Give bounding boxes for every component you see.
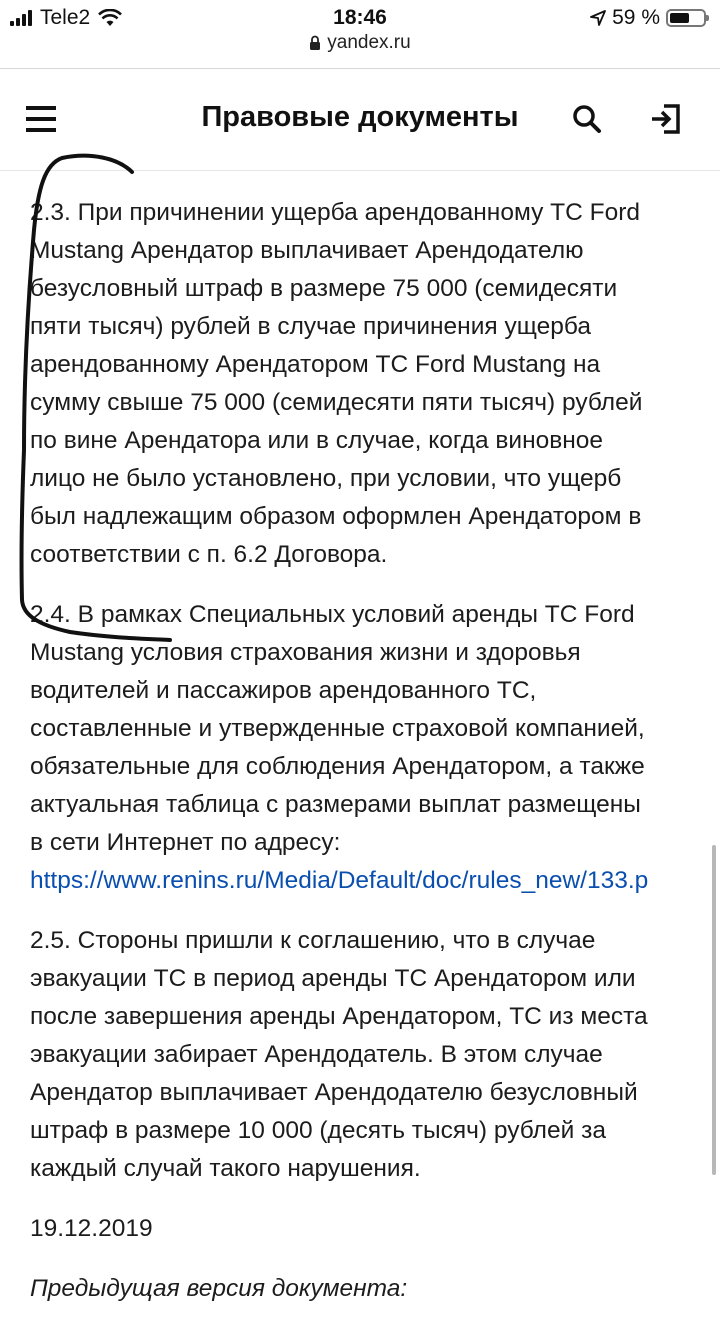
text-line: каждый случай такого нарушения. [30, 1155, 421, 1182]
text-line: по вине Арендатора или в случае, когда виновное [30, 427, 604, 454]
text-line: Арендатор выплачивает Арендодателю безусловный [30, 1079, 638, 1106]
clause-2-4 [30, 596, 720, 900]
text-line: составленные и утвержденные страховой компанией, [30, 715, 645, 742]
text-line: 2.3. При причинении ущерба арендованному ТС Ford [30, 199, 640, 226]
text-line: после завершения аренды Арендатором, ТС из места [30, 1003, 648, 1030]
text-line: был надлежащим образом оформлен Арендатором в [30, 503, 642, 530]
text-line: обязательные для соблюдения Арендатором, а также [30, 753, 645, 780]
text-line: актуальная таблица с размерами выплат размещены [30, 791, 641, 818]
battery-icon [666, 9, 706, 27]
page-title: Правовые документы [201, 101, 519, 133]
lock-icon [309, 35, 321, 51]
search-icon[interactable] [570, 102, 604, 136]
text-line: арендованному Арендатором ТС Ford Mustang на [30, 351, 601, 378]
carrier-name: Tele2 [40, 6, 91, 29]
status-right [590, 6, 706, 30]
text-line: лицо не было установлено, при условии, что ущерб [30, 465, 622, 492]
battery-percent: 59 % [612, 6, 660, 29]
text-line: Mustang условия страхования жизни и здоровья [30, 639, 581, 666]
text-line: водителей и пассажиров арендованного ТС, [30, 677, 537, 704]
url-domain: yandex.ru [327, 32, 411, 53]
document-date: 19.12.2019 [30, 1215, 153, 1242]
text-line: в сети Интернет по адресу: [30, 829, 341, 856]
text-line: 2.5. Стороны пришли к соглашению, что в случае [30, 927, 596, 954]
previous-version-link[interactable]: Предыдущая версия документа: [30, 1275, 408, 1302]
text-line: безусловный штраф в размере 75 000 (семидесяти [30, 275, 618, 302]
status-time: 18:46 [333, 6, 387, 29]
text-line: штраф в размере 10 000 (десять тысяч) рублей за [30, 1117, 606, 1144]
login-icon[interactable] [648, 102, 682, 136]
status-bar [0, 0, 720, 34]
clause-2-3 [30, 194, 720, 574]
text-line: эвакуации забирает Арендодатель. В этом случае [30, 1041, 603, 1068]
text-line: сумму свыше 75 000 (семидесяти пяти тысяч) рублей [30, 389, 643, 416]
page-header [0, 70, 720, 170]
browser-divider [0, 68, 720, 69]
text-line: эвакуации ТС в период аренды ТС Арендатором или [30, 965, 636, 992]
scrollbar[interactable] [712, 845, 716, 1175]
document-content [30, 194, 720, 1330]
text-line: соответствии с п. 6.2 Договора. [30, 541, 388, 568]
url-bar[interactable] [0, 32, 720, 62]
text-line: Mustang Арендатор выплачивает Арендодателю [30, 237, 584, 264]
location-arrow-icon [590, 10, 606, 26]
insurance-rules-link[interactable]: https://www.renins.ru/Media/Default/doc/rules_new/133.p [30, 867, 649, 894]
text-line: 2.4. В рамках Специальных условий аренды ТС Ford [30, 601, 635, 628]
text-line: пяти тысяч) рублей в случае причинения ущерба [30, 313, 591, 340]
header-divider [0, 170, 720, 171]
battery-level-fill [670, 13, 689, 23]
clause-2-5 [30, 922, 720, 1188]
